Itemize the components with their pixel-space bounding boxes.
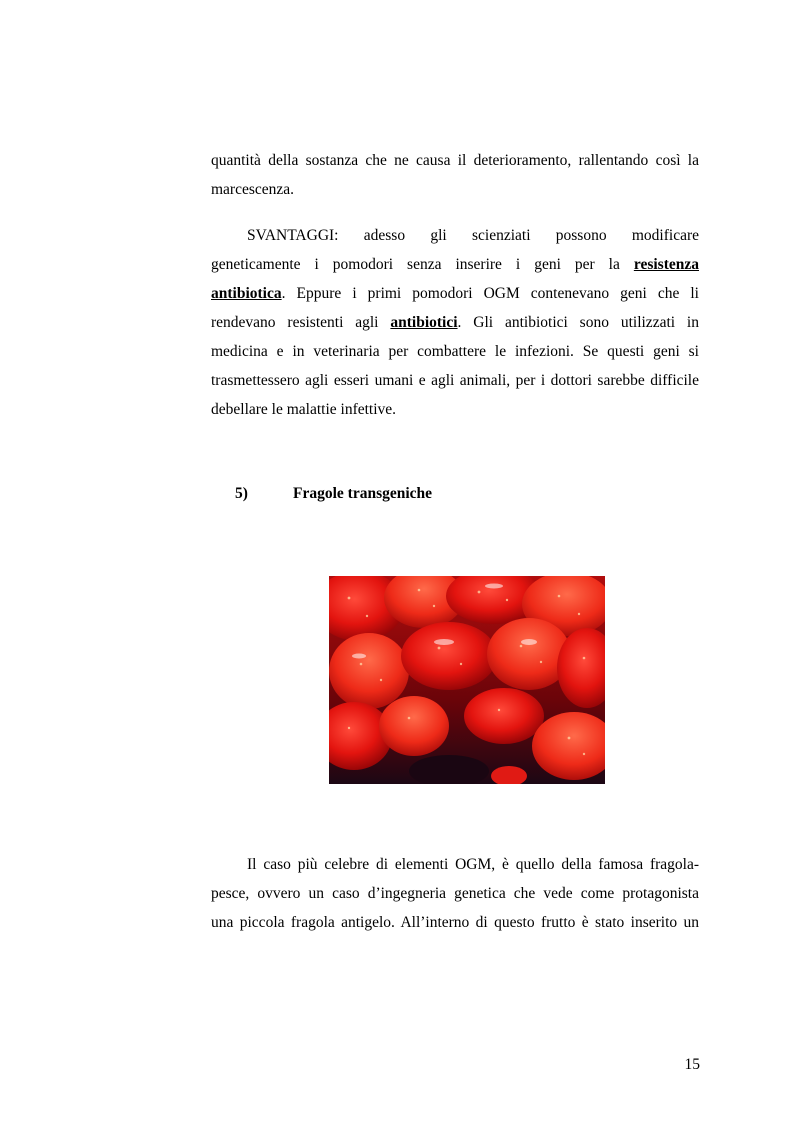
text-line [211,250,699,279]
text-line [211,308,699,337]
text-fragment: geneticamente i pomodori senza inserire i geni per la [211,256,634,273]
text-line: SVANTAGGI: adesso gli scienziati possono modificare [247,227,699,244]
text-line: Il caso più celebre di elementi OGM, è quello della famosa fragola- [247,856,699,873]
paragraph-fragola-pesce [211,850,699,937]
text-line: medicina e in veterinaria per combattere le infezioni. Se questi geni si [211,343,699,360]
text-line: pesce, ovvero un caso d’ingegneria genetica che vede come protagonista [211,885,699,902]
paragraph-continuation [211,146,699,204]
text-fragment: . Eppure i primi pomodori OGM contenevano geni che li [281,285,699,302]
section-title: Fragole transgeniche [293,485,433,502]
text-line: marcescenza. [211,181,295,198]
link-resistenza-antibiotica-cont[interactable]: antibiotica [211,285,282,302]
link-resistenza-antibiotica[interactable]: resistenza [633,256,699,273]
text-line: una piccola fragola antigelo. All’interno di questo frutto è stato inserito un [211,914,699,931]
section-number: 5) [235,485,248,502]
text-line [211,279,699,308]
text-fragment: . Gli antibiotici sono utilizzati in [457,314,699,331]
text-line: trasmettessero agli esseri umani e agli animali, per i dottori sarebbe difficile [211,372,699,389]
link-antibiotici[interactable]: antibiotici [390,314,458,331]
text-line: debellare le malattie infettive. [211,401,397,418]
paragraph-svantaggi [211,221,699,424]
text-line: quantità della sostanza che ne causa il deterioramento, rallentando così la [211,152,699,169]
text-fragment: rendevano resistenti agli [211,314,391,331]
page-number: 15 [684,1056,700,1073]
strawberries-image [329,576,605,784]
strawberries-photo [329,576,605,784]
